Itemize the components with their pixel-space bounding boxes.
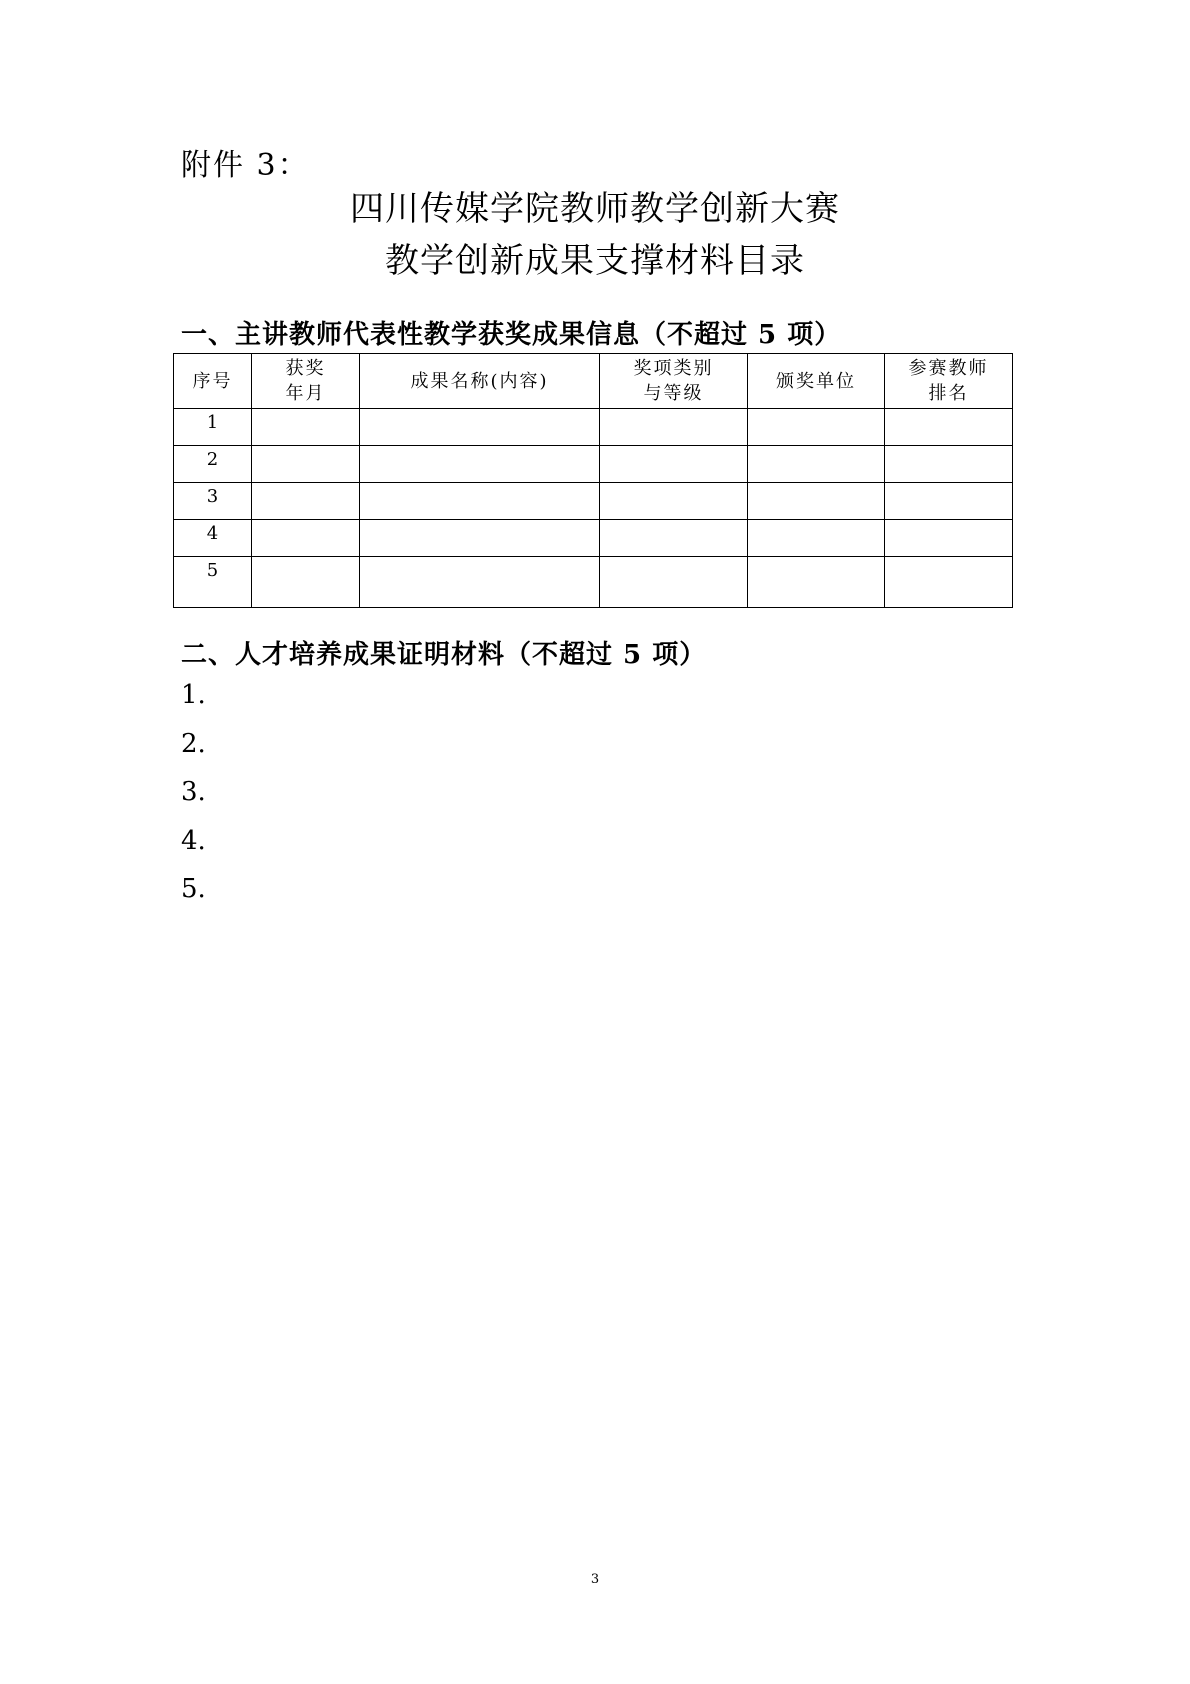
list-item: 2.	[181, 728, 206, 759]
award-category-cell[interactable]	[600, 520, 748, 557]
achievement-name-cell[interactable]	[360, 520, 600, 557]
column-header-award-category: 奖项类别 与等级	[600, 354, 748, 409]
awards-table	[173, 353, 1013, 608]
table-row	[174, 483, 1013, 520]
award-category-cell[interactable]	[600, 483, 748, 520]
issuer-cell[interactable]	[748, 483, 885, 520]
achievement-name-cell[interactable]	[360, 483, 600, 520]
teacher-rank-cell[interactable]	[885, 483, 1013, 520]
award-date-cell[interactable]	[252, 557, 360, 608]
section-2-heading: 二、人才培养成果证明材料（不超过 5 项）	[181, 640, 707, 670]
section-1-heading: 一、主讲教师代表性教学获奖成果信息（不超过 5 项）	[181, 320, 842, 350]
award-date-cell[interactable]	[252, 409, 360, 446]
award-category-cell[interactable]	[600, 409, 748, 446]
issuer-cell[interactable]	[748, 409, 885, 446]
column-header-achievement-name: 成果名称(内容)	[360, 354, 600, 409]
teacher-rank-cell[interactable]	[885, 446, 1013, 483]
award-category-cell[interactable]	[600, 446, 748, 483]
column-header-issuer: 颁奖单位	[748, 354, 885, 409]
teacher-rank-cell[interactable]	[885, 557, 1013, 608]
column-header-teacher-rank: 参赛教师 排名	[885, 354, 1013, 409]
row-index-cell: 1	[174, 409, 252, 446]
teacher-rank-cell[interactable]	[885, 409, 1013, 446]
achievement-name-cell[interactable]	[360, 409, 600, 446]
page-number: 3	[590, 1572, 600, 1587]
row-index-cell: 4	[174, 520, 252, 557]
talent-training-list	[181, 671, 206, 914]
list-item: 4.	[181, 825, 206, 856]
row-index-cell: 3	[174, 483, 252, 520]
row-index-cell: 2	[174, 446, 252, 483]
document-title-line-1: 四川传媒学院教师教学创新大赛	[350, 189, 840, 229]
award-date-cell[interactable]	[252, 446, 360, 483]
award-date-cell[interactable]	[252, 483, 360, 520]
document-title-line-2: 教学创新成果支撑材料目录	[385, 241, 805, 281]
teacher-rank-cell[interactable]	[885, 520, 1013, 557]
achievement-name-cell[interactable]	[360, 557, 600, 608]
column-header-award-date: 获奖 年月	[252, 354, 360, 409]
table-row	[174, 557, 1013, 608]
list-item: 5.	[181, 874, 206, 904]
list-item: 1.	[181, 680, 206, 710]
issuer-cell[interactable]	[748, 520, 885, 557]
award-category-cell[interactable]	[600, 557, 748, 608]
list-item: 3.	[181, 777, 206, 807]
achievement-name-cell[interactable]	[360, 446, 600, 483]
award-date-cell[interactable]	[252, 520, 360, 557]
column-header-index: 序号	[174, 354, 252, 409]
table-header-row	[174, 354, 1013, 409]
table-row	[174, 409, 1013, 446]
row-index-cell: 5	[174, 557, 252, 608]
table-row	[174, 446, 1013, 483]
issuer-cell[interactable]	[748, 446, 885, 483]
issuer-cell[interactable]	[748, 557, 885, 608]
attachment-label: 附件 3：	[181, 148, 310, 183]
table-row	[174, 520, 1013, 557]
